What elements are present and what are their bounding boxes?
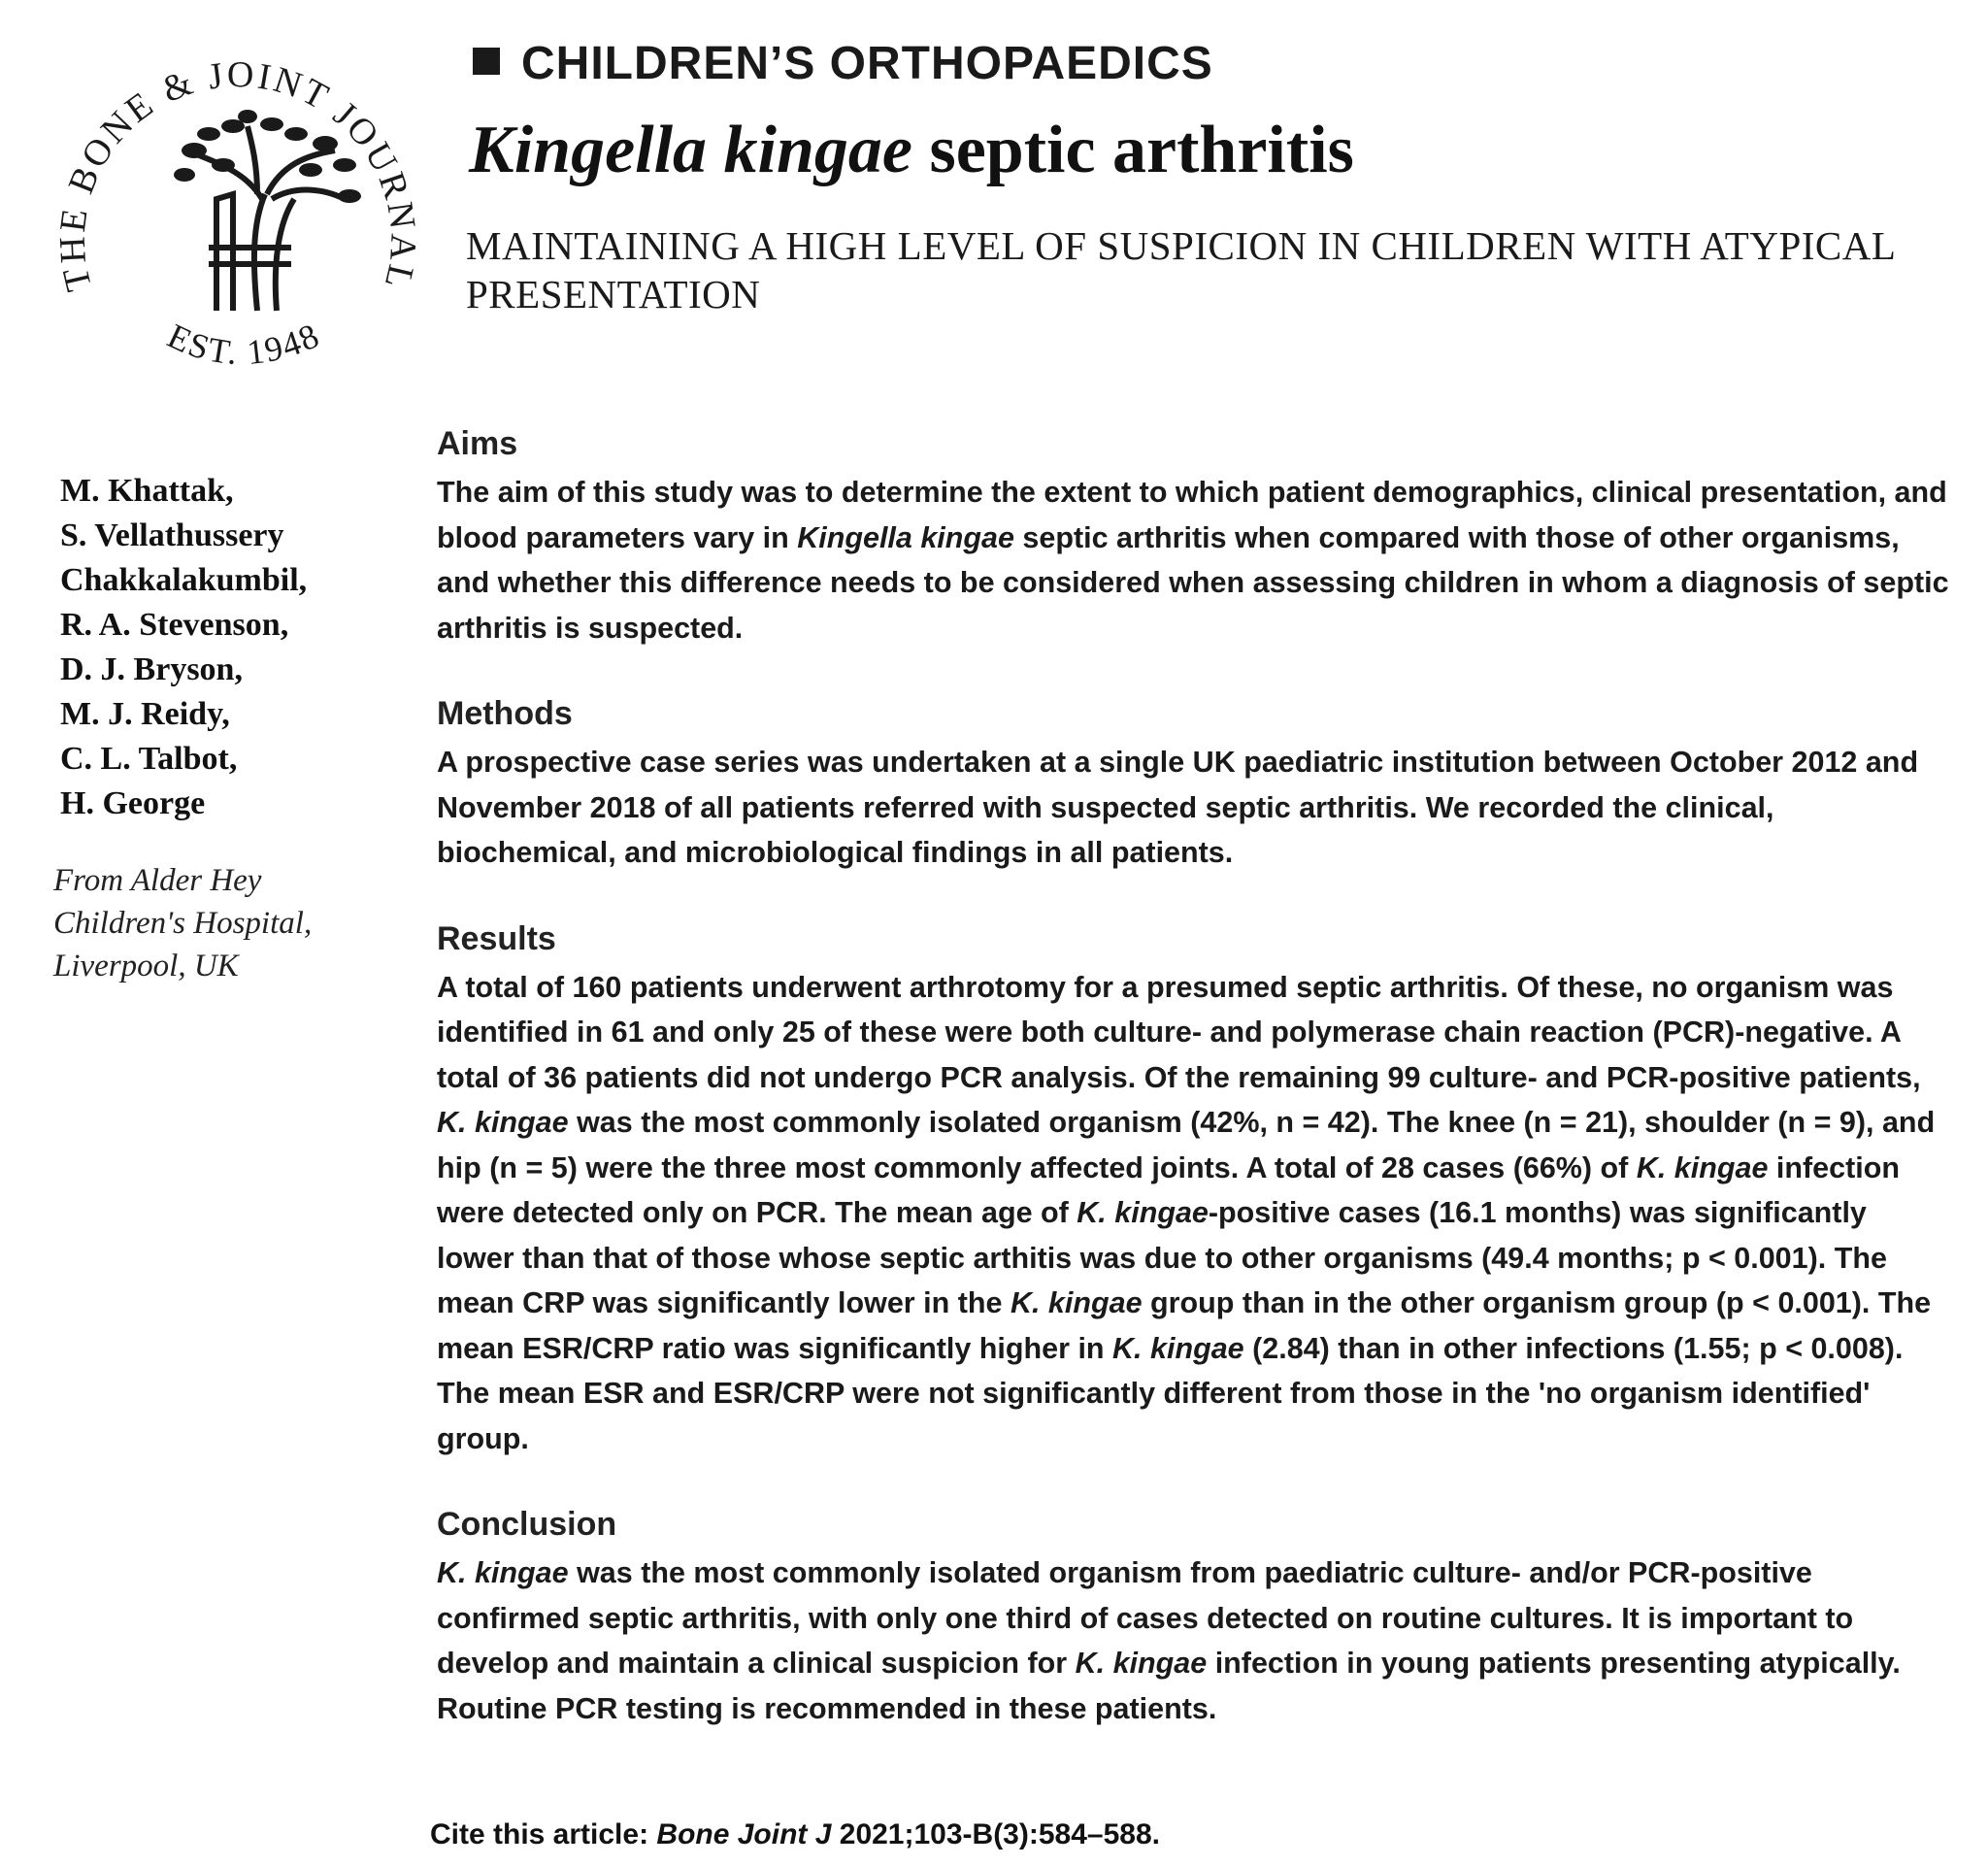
results-section	[437, 918, 1951, 1462]
abstract	[437, 423, 1951, 1774]
square-bullet-icon	[473, 48, 500, 75]
conclusion-heading: Conclusion	[437, 1506, 617, 1543]
logo-est-text: EST. 1948	[161, 315, 326, 373]
tree-icon	[53, 29, 422, 388]
conclusion-section	[437, 1504, 1951, 1731]
methods-heading: Methods	[437, 695, 573, 732]
title-organism: Kingella kingae	[469, 113, 912, 187]
section-label-text: CHILDREN’S ORTHOPAEDICS	[521, 38, 1213, 89]
section-label	[473, 37, 1213, 90]
methods-section	[437, 693, 1951, 876]
author: Chakkalakumbil,	[60, 562, 308, 598]
author: D. J. Bryson,	[60, 651, 243, 687]
affiliation-line: From Alder Hey	[53, 863, 262, 898]
article-subtitle: MAINTAINING A HIGH LEVEL OF SUSPICION IN CHILDREN WITH ATYPICAL PRESENTATION	[466, 223, 1895, 317]
author: R. A. Stevenson,	[60, 607, 289, 643]
conclusion-text: K. kingae was the most commonly isolated organism from paediatric culture- and/or PCR-positive confirmed septic arthritis, with only one third of cases detected on routine cultures. It is important to develop and maintain a clinical suspicion for K. kingae infection in young patients presenting atypically. Routine PCR testing is recommended in these patients.	[437, 1556, 1901, 1725]
affiliation-line: Liverpool, UK	[53, 949, 239, 983]
affiliation-line: Children's Hospital,	[53, 906, 313, 941]
author: S. Vellathussery	[60, 517, 284, 553]
author: M. Khattak,	[60, 473, 234, 509]
affiliation	[53, 859, 383, 987]
citation	[430, 1818, 1160, 1851]
aims-heading: Aims	[437, 425, 518, 462]
methods-text: A prospective case series was undertaken at a single UK paediatric institution between October 2012 and November 2018 of all patients referred with suspected septic arthritis. We recorded the clinical, biochemical, and microbiological findings in all patients.	[437, 746, 1919, 869]
logo-arc-text: THE BONE & JOINT JOURNAL	[53, 53, 422, 295]
aims-section	[437, 423, 1951, 650]
results-heading: Results	[437, 919, 556, 957]
author: C. L. Talbot,	[60, 741, 238, 777]
title-rest: septic arthritis	[911, 113, 1354, 187]
results-text: A total of 160 patients underwent arthrotomy for a presumed septic arthritis. Of these, no organism was identified in 61 and only 25 of these were both culture- and polymerase chain reaction (PCR)-negative. A total of 36 patients did not undergo PCR analysis. Of the remaining 99 culture- and PCR-positive patients, K. kingae was the most commonly isolated organism (42%, n = 42). The knee (n = 21), shoulder (n = 9), and hip (n = 5) were the three most commonly affected joints. A total of 28 cases (66%) of K. kingae infection were detected only on PCR. The mean age of K. kingae-positive cases (16.1 months) was significantly lower than that of those whose septic arthitis was due to other organisms (49.4 months; p < 0.001). The mean CRP was significantly lower in the K. kingae group than in the other organism group (p < 0.001). The mean ESR/CRP ratio was significantly higher in K. kingae (2.84) than in other infections (1.55; p < 0.008). The mean ESR and ESR/CRP were not significantly different from those in the 'no organism identified' group.	[437, 970, 1936, 1455]
author: M. J. Reidy,	[60, 696, 230, 732]
citation-journal: Bone Joint J	[656, 1818, 832, 1850]
citation-label: Cite this article:	[430, 1818, 657, 1850]
article-title	[469, 112, 1354, 189]
journal-logo	[53, 29, 422, 388]
aims-text: The aim of this study was to determine the extent to which patient demographics, clinical presentation, and blood parameters vary in Kingella kingae septic arthritis when compared with those of other organisms, and whether this difference needs to be considered when assessing children in whom a diagnosis of septic arthritis is suspected.	[437, 476, 1949, 645]
author: H. George	[60, 785, 206, 821]
citation-ref: 2021;103-B(3):584–588.	[831, 1818, 1160, 1850]
author-list	[60, 469, 390, 826]
